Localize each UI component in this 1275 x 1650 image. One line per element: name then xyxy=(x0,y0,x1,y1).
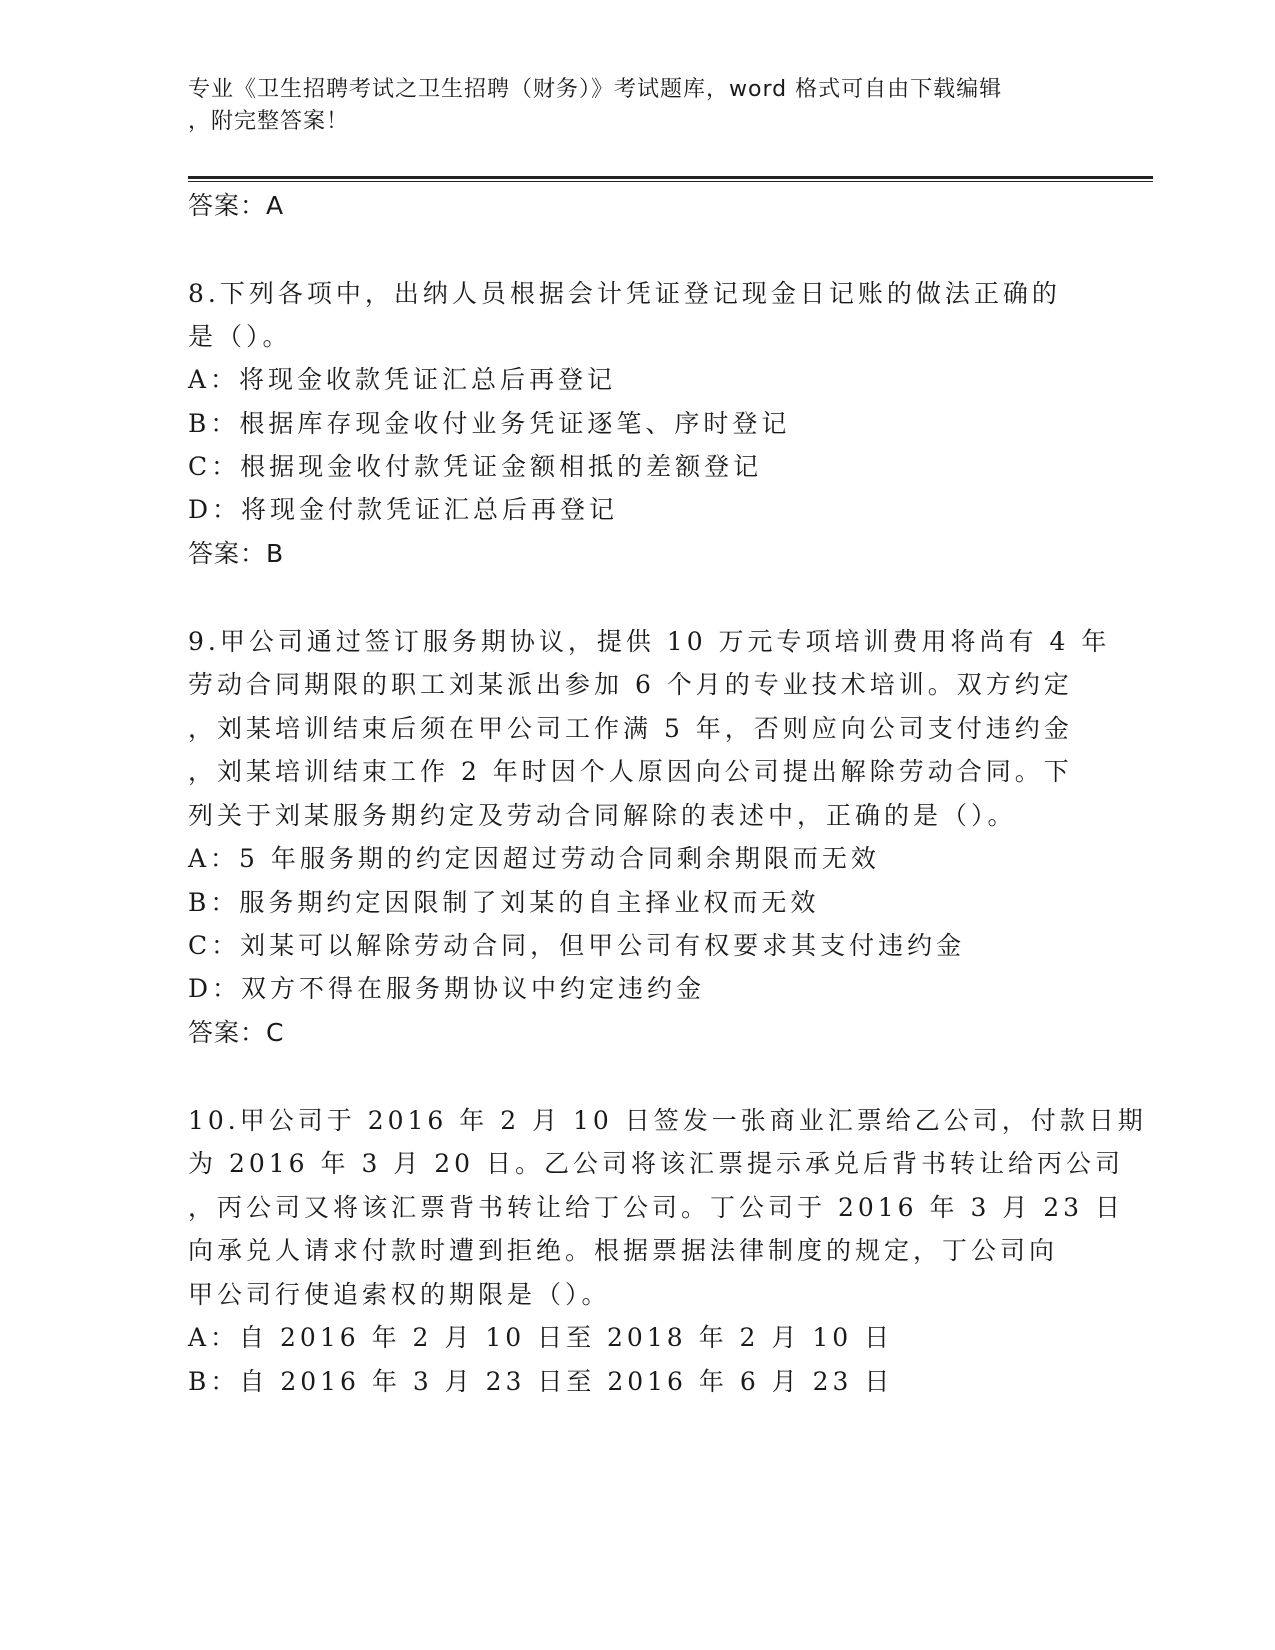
question-stem-line: ，刘某培训结束工作 2 年时因个人原因向公司提出解除劳动合同。下 xyxy=(188,757,1073,786)
header-line-2: ，附完整答案！ xyxy=(188,109,350,134)
option-a: A：自 2016 年 2 月 10 日至 2018 年 2 月 10 日 xyxy=(188,1323,894,1352)
answer-prev: 答案：A xyxy=(188,191,285,220)
document-header xyxy=(188,74,1068,138)
option-c: C：根据现金收付款凭证金额相抵的差额登记 xyxy=(188,452,763,481)
header-divider-thick xyxy=(188,176,1153,179)
question-stem-line: 劳动合同期限的职工刘某派出参加 6 个月的专业技术培训。双方约定 xyxy=(188,670,1073,699)
option-a: A：5 年服务期的约定因超过劳动合同剩余期限而无效 xyxy=(188,844,880,873)
question-stem-line: 甲公司行使追索权的期限是（）。 xyxy=(188,1280,611,1309)
question-stem-line: 为 2016 年 3 月 20 日。乙公司将该汇票提示承兑后背书转让给丙公司 xyxy=(188,1149,1125,1178)
answer: 答案：B xyxy=(188,539,285,568)
answer: 答案：C xyxy=(188,1018,285,1047)
option-a: A：将现金收款凭证汇总后再登记 xyxy=(188,365,617,394)
question-stem-line: ，丙公司又将该汇票背书转让给丁公司。丁公司于 2016 年 3 月 23 日 xyxy=(188,1193,1125,1222)
question-stem-line: 10.甲公司于 2016 年 2 月 10 日签发一张商业汇票给乙公司，付款日期 xyxy=(188,1106,1147,1135)
question-stem-line: 是（）。 xyxy=(188,322,292,351)
header-line-1: 专业《卫生招聘考试之卫生招聘（财务）》考试题库，word 格式可自由下载编辑 xyxy=(188,77,1003,102)
question-stem-line: 列关于刘某服务期约定及劳动合同解除的表述中，正确的是（）。 xyxy=(188,801,1017,830)
option-d: D：双方不得在服务期协议中约定违约金 xyxy=(188,974,706,1003)
option-b: B：服务期约定因限制了刘某的自主择业权而无效 xyxy=(188,888,820,917)
option-b: B：根据库存现金收付业务凭证逐笔、序时登记 xyxy=(188,409,791,438)
option-d: D：将现金付款凭证汇总后再登记 xyxy=(188,495,619,524)
question-stem-line: 8.下列各项中，出纳人员根据会计凭证登记现金日记账的做法正确的 xyxy=(188,279,1061,308)
header-divider-thin xyxy=(188,181,1153,182)
question-stem-line: 9.甲公司通过签订服务期协议，提供 10 万元专项培训费用将尚有 4 年 xyxy=(188,627,1111,656)
option-b: B：自 2016 年 3 月 23 日至 2016 年 6 月 23 日 xyxy=(188,1367,894,1396)
option-c: C：刘某可以解除劳动合同，但甲公司有权要求其支付违约金 xyxy=(188,931,966,960)
question-stem-line: ，刘某培训结束后须在甲公司工作满 5 年，否则应向公司支付违约金 xyxy=(188,714,1073,743)
question-stem-line: 向承兑人请求付款时遭到拒绝。根据票据法律制度的规定，丁公司向 xyxy=(188,1236,1059,1265)
